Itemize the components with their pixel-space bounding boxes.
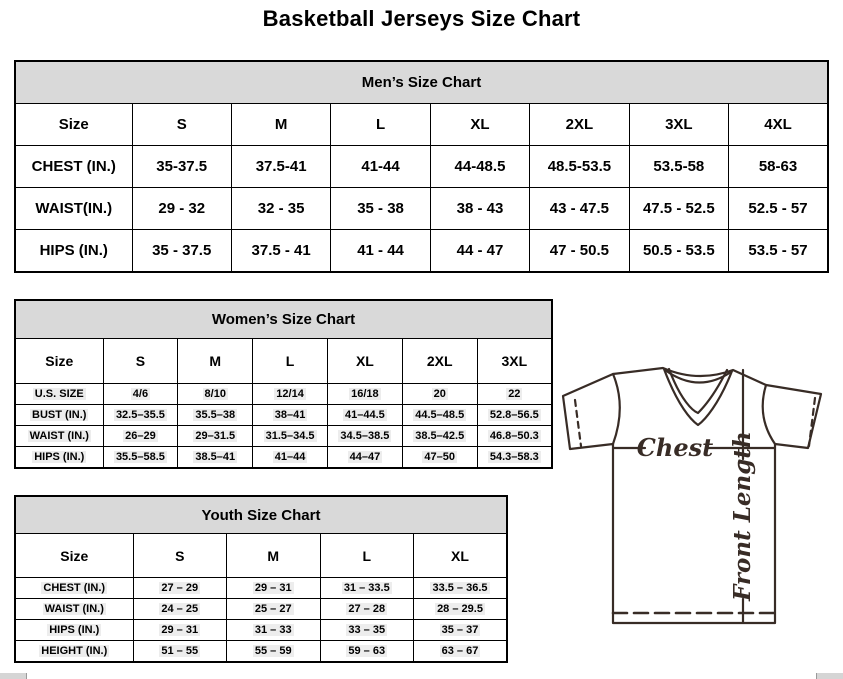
column-header: Size (15, 534, 133, 578)
size-value (253, 426, 328, 447)
table-row (15, 405, 552, 426)
table-row (15, 384, 552, 405)
table-band-row (15, 300, 552, 339)
table-row (15, 188, 828, 230)
size-value (227, 620, 321, 641)
cell-text: 44.5–48.5 (415, 408, 465, 421)
size-value (320, 599, 414, 620)
cell-text: WAIST (IN.) (29, 429, 89, 442)
size-value: 47 - 50.5 (530, 230, 629, 273)
column-header: 2XL (530, 104, 629, 146)
row-label (15, 620, 133, 641)
size-value (103, 405, 178, 426)
cell-text: 29 – 31 (254, 581, 292, 594)
column-header-row (15, 339, 552, 384)
column-header: L (320, 534, 414, 578)
size-value (178, 405, 253, 426)
cell-text: BUST (IN.) (32, 408, 87, 421)
cell-text: 38–41 (274, 408, 306, 421)
cell-text: 12/14 (276, 387, 304, 400)
row-label: CHEST (IN.) (15, 146, 132, 188)
size-value (178, 384, 253, 405)
column-header: M (231, 104, 330, 146)
cell-text: 41–44.5 (345, 408, 385, 421)
size-value: 29 - 32 (132, 188, 231, 230)
size-value (133, 578, 227, 599)
table-row (15, 146, 828, 188)
cell-text: 32.5–35.5 (115, 408, 165, 421)
size-value (402, 405, 477, 426)
size-value (103, 384, 178, 405)
column-header: M (178, 339, 253, 384)
row-label (15, 641, 133, 663)
size-value (320, 641, 414, 663)
size-value: 35 - 38 (331, 188, 430, 230)
row-label (15, 599, 133, 620)
row-label (15, 405, 103, 426)
cell-text: 35 – 37 (441, 623, 479, 636)
size-value (414, 641, 508, 663)
size-value (402, 426, 477, 447)
cell-text: 63 – 67 (441, 644, 479, 657)
womens-chart-title: Women’s Size Chart (15, 300, 552, 339)
size-value: 35-37.5 (132, 146, 231, 188)
cell-text: 4/6 (132, 387, 149, 400)
cell-text: 46.8–50.3 (489, 429, 539, 442)
size-value (402, 447, 477, 469)
size-value (414, 620, 508, 641)
row-label: HIPS (IN.) (15, 230, 132, 273)
cell-text: 55 – 59 (254, 644, 292, 657)
row-label (15, 578, 133, 599)
size-value (414, 599, 508, 620)
mens-chart-title: Men’s Size Chart (15, 61, 828, 104)
cell-text: 34.5–38.5 (340, 429, 390, 442)
size-value: 53.5 - 57 (729, 230, 828, 273)
size-value (133, 620, 227, 641)
size-value (327, 405, 402, 426)
column-header: XL (430, 104, 529, 146)
column-header-row (15, 534, 507, 578)
row-label: WAIST(IN.) (15, 188, 132, 230)
size-value: 32 - 35 (231, 188, 330, 230)
size-value (414, 578, 508, 599)
size-value (103, 426, 178, 447)
cell-text: 35.5–58.5 (115, 450, 165, 463)
chest-label: Chest (636, 433, 714, 462)
column-header: M (227, 534, 321, 578)
column-header: 3XL (477, 339, 552, 384)
cell-text: 28 – 29.5 (437, 602, 483, 615)
cell-text: 33.5 – 36.5 (432, 581, 488, 594)
size-value: 38 - 43 (430, 188, 529, 230)
cell-text: 24 – 25 (161, 602, 199, 615)
size-value (227, 578, 321, 599)
horizontal-scrollbar-right-fragment[interactable] (816, 673, 843, 679)
size-value: 37.5-41 (231, 146, 330, 188)
row-label (15, 447, 103, 469)
size-value: 43 - 47.5 (530, 188, 629, 230)
front-length-label: Front Length (729, 431, 756, 601)
size-value (253, 447, 328, 469)
table-row (15, 230, 828, 273)
cell-text: 20 (433, 387, 446, 400)
cell-text: 31.5–34.5 (265, 429, 315, 442)
cell-text: 31 – 33.5 (343, 581, 390, 594)
youth-chart-title: Youth Size Chart (15, 496, 507, 534)
row-label (15, 384, 103, 405)
size-value: 48.5-53.5 (530, 146, 629, 188)
table-band-row (15, 496, 507, 534)
cell-text: 59 – 63 (348, 644, 386, 657)
table-row (15, 599, 507, 620)
column-header: Size (15, 104, 132, 146)
cell-text: 25 – 27 (254, 602, 292, 615)
column-header: 2XL (402, 339, 477, 384)
jersey-measurement-diagram (553, 356, 843, 658)
table-row (15, 620, 507, 641)
size-value (327, 384, 402, 405)
size-value (402, 384, 477, 405)
size-value: 47.5 - 52.5 (629, 188, 728, 230)
column-header: 4XL (729, 104, 828, 146)
table-row (15, 578, 507, 599)
cell-text: 44–47 (349, 450, 381, 463)
size-value (133, 641, 227, 663)
size-value (327, 426, 402, 447)
womens-size-chart (14, 299, 553, 469)
size-value: 53.5-58 (629, 146, 728, 188)
mens-size-chart (14, 60, 829, 273)
column-header: S (132, 104, 231, 146)
size-value: 50.5 - 53.5 (629, 230, 728, 273)
size-value (477, 426, 552, 447)
cell-text: 27 – 29 (161, 581, 199, 594)
cell-text: 26–29 (125, 429, 156, 442)
size-value (103, 447, 178, 469)
size-value (477, 384, 552, 405)
size-value: 35 - 37.5 (132, 230, 231, 273)
size-value (320, 620, 414, 641)
cell-text: 33 – 35 (348, 623, 386, 636)
size-value (327, 447, 402, 469)
table-row (15, 426, 552, 447)
size-value: 41 - 44 (331, 230, 430, 273)
cell-text: 51 – 55 (161, 644, 199, 657)
cell-text: 35.5–38 (195, 408, 236, 421)
size-value: 58-63 (729, 146, 828, 188)
cell-text: 22 (508, 387, 521, 400)
column-header: S (133, 534, 227, 578)
column-header-row (15, 104, 828, 146)
cell-text: 41–44 (274, 450, 306, 463)
size-value (178, 447, 253, 469)
column-header: Size (15, 339, 103, 384)
cell-text: 27 – 28 (348, 602, 386, 615)
cell-text: HIPS (IN.) (34, 450, 85, 463)
cell-text: 31 – 33 (254, 623, 292, 636)
cell-text: 8/10 (204, 387, 226, 400)
cell-text: 29 – 31 (161, 623, 199, 636)
cell-text: 52.8–56.5 (489, 408, 539, 421)
column-header: S (103, 339, 178, 384)
cell-text: 54.3–58.3 (489, 450, 539, 463)
row-label (15, 426, 103, 447)
cell-text: 38.5–42.5 (415, 429, 465, 442)
column-header: XL (327, 339, 402, 384)
size-value: 41-44 (331, 146, 430, 188)
cell-text: 38.5–41 (195, 450, 236, 463)
jersey-outline-shape (563, 368, 821, 623)
youth-size-chart (14, 495, 508, 663)
size-value (227, 641, 321, 663)
page-title: Basketball Jerseys Size Chart (262, 6, 581, 31)
size-value (227, 599, 321, 620)
cell-text: 47–50 (424, 450, 456, 463)
cell-text: WAIST (IN.) (44, 602, 104, 615)
size-value: 44 - 47 (430, 230, 529, 273)
size-value: 37.5 - 41 (231, 230, 330, 273)
cell-text: U.S. SIZE (34, 387, 84, 400)
cell-text: HEIGHT (IN.) (41, 644, 108, 657)
size-value (253, 384, 328, 405)
cell-text: HIPS (IN.) (49, 623, 100, 636)
size-value (320, 578, 414, 599)
size-value: 52.5 - 57 (729, 188, 828, 230)
size-value (253, 405, 328, 426)
cell-text: 29–31.5 (195, 429, 236, 442)
size-value (178, 426, 253, 447)
column-header: L (253, 339, 328, 384)
size-value: 44-48.5 (430, 146, 529, 188)
table-row (15, 641, 507, 663)
size-value (477, 405, 552, 426)
horizontal-scrollbar-left-fragment[interactable] (0, 673, 27, 679)
cell-text: CHEST (IN.) (43, 581, 106, 594)
size-value (477, 447, 552, 469)
column-header: L (331, 104, 430, 146)
table-row (15, 447, 552, 469)
column-header: XL (414, 534, 508, 578)
cell-text: 16/18 (351, 387, 379, 400)
size-value (133, 599, 227, 620)
column-header: 3XL (629, 104, 728, 146)
table-band-row (15, 61, 828, 104)
